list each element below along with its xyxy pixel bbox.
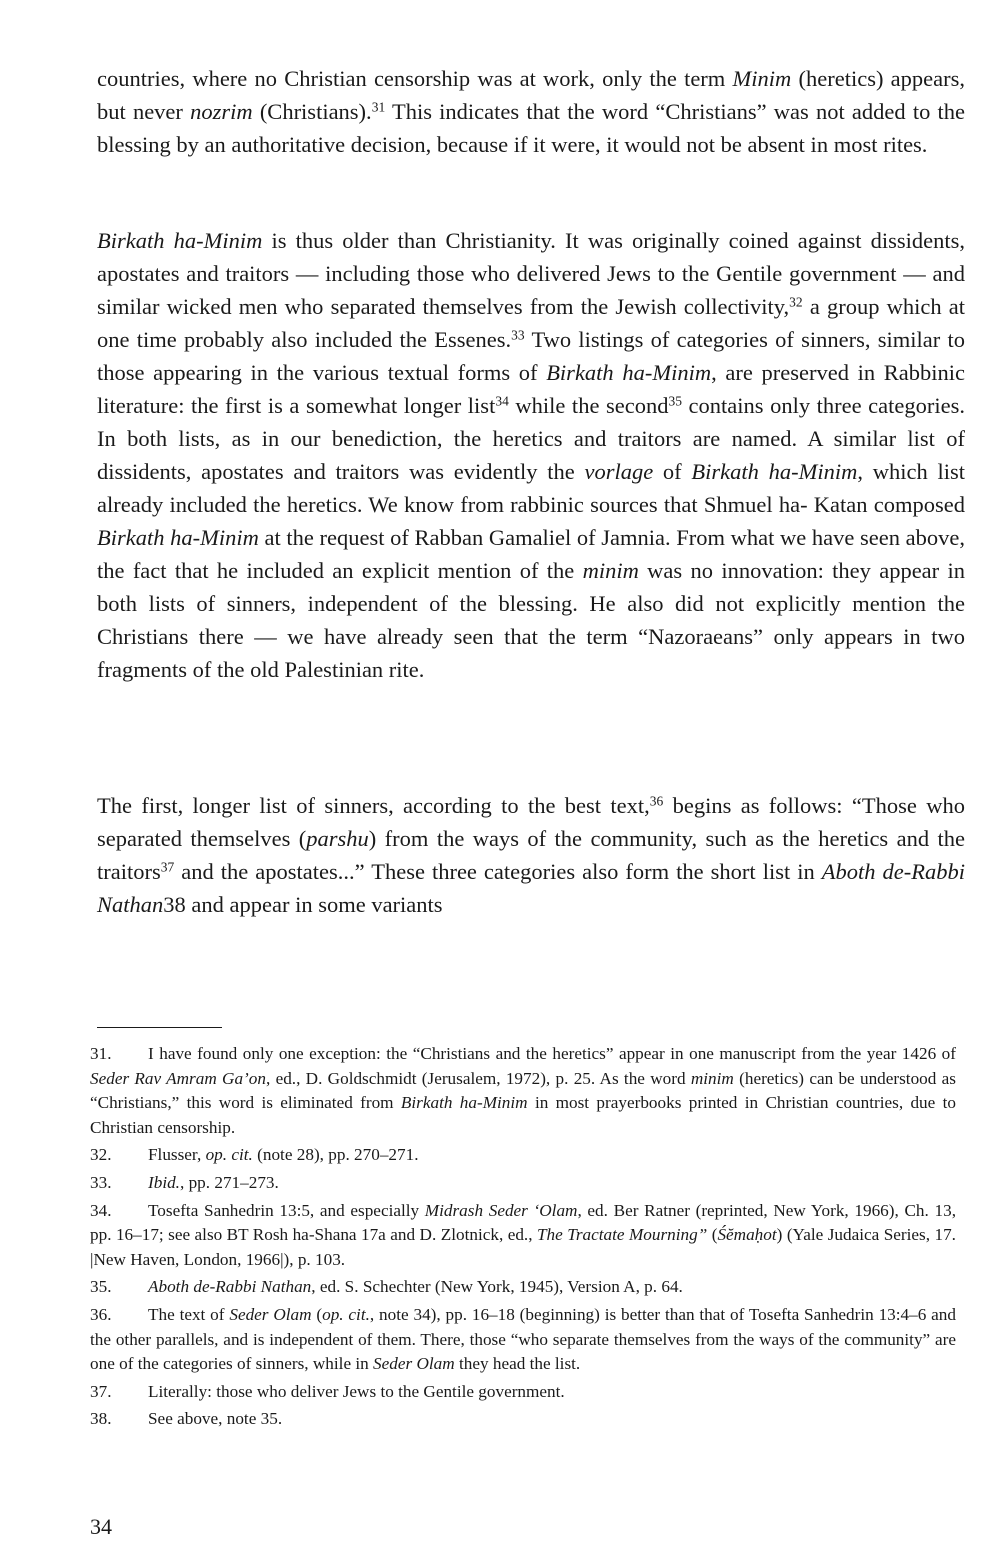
footnote [90, 1042, 956, 1140]
footnote-number: 32. [90, 1145, 112, 1165]
footnote-number: 38. [90, 1409, 112, 1429]
footnote-number: 31. [90, 1044, 112, 1063]
footnote-text: See above, note 35. [148, 1409, 283, 1429]
footnote-text: Aboth de-Rabbi Nathan, ed. S. Schechter (New York, 1945), Version A, p. 64. [148, 1277, 683, 1297]
paragraph-text: countries, where no Christian censorship was at work, only the term Minim (heretics) appears, but never nozrim (Christians).$^{31}$ This indicates that the word “Christians” was not added to the blessing by an authoritative decision, because if it were, it would not be absent in most rites. [97, 66, 966, 157]
footnote-number: 35. [90, 1277, 112, 1297]
footnote-number: 36. [90, 1304, 112, 1324]
paragraph-text: Birkath ha-Minim is thus older than Christianity. It was originally coined against dissidents, apostates and traitors — including those who delivered Jews to the Gentile government — and similar wicked men who separated themselves from the Jewish collectivity,$^{32}$ a group which at one time probably also included the Essenes.$^{33}$ Two listings of categories of sinners, similar to those appearing in the various textual forms of Birkath ha-Minim, are preserved in Rabbinic literature: the first is a somewhat longer list$^{34}$ while the second$^{35}$ contains only three categories. In both lists, as in our benediction, the heretics and traitors are named. A similar list of dissidents, apostates and traitors was evidently the vorlage of Birkath ha-Minim, which list already included the heretics. We know from rabbinic sources that Shmuel ha- Katan composed Birkath ha-Minim at the request of Rabban Gamaliel of Jamnia. From what we have seen above, the fact that he included an explicit mention of the minim was no innovation: they appear in both lists of sinners, independent of the blessing. He also did not explicitly mention the Christians there — we have already seen that the term “Nazoraeans” only appears in two fragments of the old Palestinian rite. [97, 228, 965, 682]
footnote-divider [97, 1027, 222, 1028]
footnote [90, 1275, 956, 1300]
paragraph-2 [97, 224, 965, 686]
footnote [90, 1199, 956, 1273]
footnote-text: Flusser, op. cit. (note 28), pp. 270–271. [148, 1145, 419, 1165]
footnote-number: 37. [90, 1381, 112, 1401]
paragraph-text: The first, longer list of sinners, according to the best text,$^{36}$ begins as follows: “Those who separated themselves (parshu) from the ways of the community, such as the heretics and the traitors$^{37}$ and the apostates...” These three categories also form the short list in Aboth de-Rabbi Nathan38 and appear in some variants [97, 793, 965, 917]
footnote-number: 33. [90, 1172, 112, 1192]
footnote-text: Literally: those who deliver Jews to the Gentile government. [148, 1381, 565, 1401]
footnote-text: Tosefta Sanhedrin 13:5, and especially Midrash Seder ‘Olam, ed. Ber Ratner (reprinted, New York, 1966), Ch. 13, pp. 16–17; see also BT Rosh ha-Shana 17a and D. Zlotnick, ed., The Tractate Mourning” (Śĕmaḥot) (Yale Judaica Series, 17. |New Haven, London, 1966|), p. 103. [90, 1200, 956, 1269]
paragraph-3 [97, 789, 965, 921]
footnote [90, 1303, 956, 1377]
footnote [90, 1171, 956, 1196]
footnote-number: 34. [90, 1200, 112, 1220]
footnote [90, 1407, 956, 1432]
paragraph-1 [97, 62, 965, 161]
footnotes-section [90, 1042, 956, 1435]
footnote-text: Ibid., pp. 271–273. [148, 1172, 279, 1192]
footnote-text: I have found only one exception: the “Christians and the heretics” appear in one manuscript from the year 1426 of Seder Rav Amram Ga’on, ed., D. Goldschmidt (Jerusalem, 1972), p. 25. As the word minim (heretics) can be understood as “Christians,” this word is eliminated from Birkath ha-Minim in most prayerbooks printed in Christian countries, due to Christian censorship. [90, 1044, 956, 1137]
footnote [90, 1380, 956, 1405]
page-number: 34 [90, 1514, 112, 1539]
footnote [90, 1143, 956, 1168]
footnote-text: The text of Seder Olam (op. cit., note 34), pp. 16–18 (beginning) is better than that of Tosefta Sanhedrin 13:4–6 and the other parallels, and is independent of them. There, those “who separate themselves from the ways of the community” are one of the categories of sinners, while in Seder Olam they head the list. [90, 1304, 956, 1374]
